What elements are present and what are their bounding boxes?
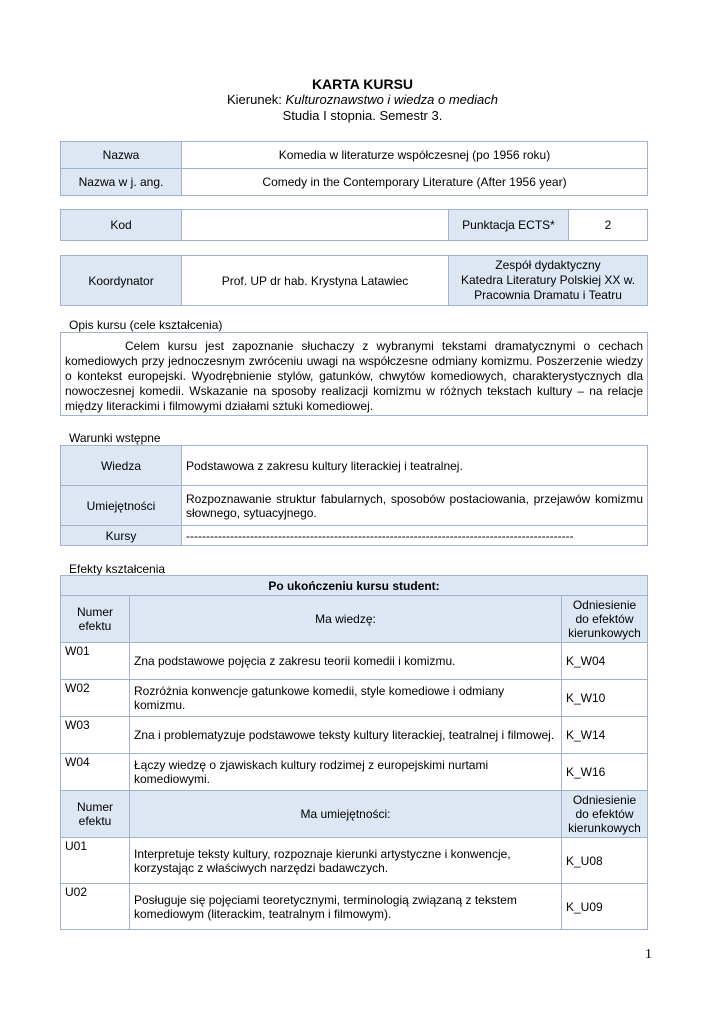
kierunek-line [0, 92, 725, 108]
table-row [61, 643, 648, 680]
effect-number: W01 [61, 643, 130, 680]
efekty-caption: Efekty kształcenia [69, 562, 166, 576]
name-row [61, 142, 648, 169]
efekty-wiedza-header-row [61, 596, 648, 643]
teaching-team-line2: Pracownia Dramatu i Teatru [474, 288, 622, 302]
code-table [60, 209, 648, 241]
effect-ref: K_W14 [562, 717, 648, 754]
ects-value: 2 [569, 210, 648, 241]
effect-number: W02 [61, 680, 130, 717]
odn-header: Odniesienie do efektów kierunkowych [562, 596, 648, 643]
effect-text: Łączy wiedzę o zjawiskach kultury rodzimej z europejskimi nurtami komediowymi. [130, 754, 562, 791]
table-row [61, 717, 648, 754]
opis-text: Celem kursu jest zapoznanie słuchaczy z wybranymi tekstami dramatycznymi o cechach komediowych przy jednoczesnym zwróceniu uwagi na współczesne odmiany komizmu. Poszerzenie wiedzy o kontekst europejski. Wyodrębnienie stylów, gatunków, chwytów komediowych, charakterystycznych dla nowoczesnej komedii. Wskazanie na sposoby realizacji komizmu w różnych tekstach kultury – na relacje między literackimi i filmowymi działami sztuki komediowej. [65, 339, 643, 413]
name-label: Nazwa [61, 142, 182, 169]
name-value: Komedia w literaturze współczesnej (po 1956 roku) [182, 142, 648, 169]
effect-text: Zna i problematyzuje podstawowe teksty kultury literackiej, teatralnej i filmowej. [130, 717, 562, 754]
efekty-heading: Po ukończeniu kursu student: [61, 576, 648, 596]
name-eng-label: Nazwa w j. ang. [61, 169, 182, 196]
name-eng-row [61, 169, 648, 196]
effect-number: U02 [61, 884, 130, 930]
coordinator-row [61, 256, 648, 306]
opis-caption: Opis kursu (cele kształcenia) [69, 318, 223, 332]
warunki-row [61, 526, 648, 546]
efekty-umiejetnosci-header-row [61, 791, 648, 838]
name-eng-value: Comedy in the Contemporary Literature (After 1956 year) [182, 169, 648, 196]
table-row [61, 838, 648, 884]
warunki-row [61, 486, 648, 526]
warunki-wiedza-value: Podstawowa z zakresu kultury literackiej i teatralnej. [182, 446, 648, 486]
coordinator-label: Koordynator [61, 256, 182, 306]
effect-ref: K_U08 [562, 838, 648, 884]
umiejetnosci-header: Ma umiejętności: [130, 791, 562, 838]
effect-text: Interpretuje teksty kultury, rozpoznaje kierunki artystyczne i konwencje, korzystając z właściwych narzędzi badawczych. [130, 838, 562, 884]
code-value [182, 210, 449, 241]
warunki-kursy-value: ------------------------------------------------------------------------------------------------- [182, 526, 648, 546]
effect-ref: K_W04 [562, 643, 648, 680]
efekty-heading-row [61, 576, 648, 596]
warunki-caption: Warunki wstępne [69, 431, 161, 445]
name-table [60, 141, 648, 196]
coordinator-value: Prof. UP dr hab. Krystyna Latawiec [182, 256, 449, 306]
odn-header: Odniesienie do efektów kierunkowych [562, 791, 648, 838]
warunki-umiejetnosci-value: Rozpoznawanie struktur fabularnych, sposobów postaciowania, przejawów komizmu słownego, sytuacyjnego. [182, 486, 648, 526]
document-title: KARTA KURSU [311, 76, 414, 92]
table-row [61, 680, 648, 717]
warunki-kursy-label: Kursy [61, 526, 182, 546]
document-header [0, 76, 725, 124]
effect-number: W03 [61, 717, 130, 754]
teaching-team-label: Zespół dydaktyczny [495, 258, 601, 272]
num-header: Numer efektu [61, 596, 130, 643]
page-number: 1 [645, 947, 652, 962]
teaching-team-line1: Katedra Literatury Polskiej XX w. [460, 273, 636, 287]
warunki-table [60, 445, 648, 546]
warunki-umiejetnosci-label: Umiejętności [61, 486, 182, 526]
teaching-team-cell [449, 256, 648, 306]
opis-box [60, 332, 648, 416]
effect-text: Rozróżnia konwencje gatunkowe komedii, style komediowe i odmiany komizmu. [130, 680, 562, 717]
effect-ref: K_W16 [562, 754, 648, 791]
ects-label: Punktacja ECTS* [449, 210, 569, 241]
effect-ref: K_U09 [562, 884, 648, 930]
table-row [61, 754, 648, 791]
efekty-table [60, 575, 648, 930]
effect-text: Zna podstawowe pojęcia z zakresu teorii komedii i komizmu. [130, 643, 562, 680]
num-header: Numer efektu [61, 791, 130, 838]
effect-number: U01 [61, 838, 130, 884]
code-row [61, 210, 648, 241]
wiedza-header: Ma wiedzę: [130, 596, 562, 643]
effect-ref: K_W10 [562, 680, 648, 717]
coordinator-table [60, 255, 648, 306]
studia-line: Studia I stopnia. Semestr 3. [282, 108, 443, 123]
warunki-row [61, 446, 648, 486]
kierunek-value: Kulturoznawstwo i wiedza o mediach [285, 92, 498, 107]
kierunek-label: Kierunek: [227, 92, 286, 107]
effect-text: Posługuje się pojęciami teoretycznymi, terminologią związaną z tekstem komediowym (literackim, teatralnym i filmowym). [130, 884, 562, 930]
code-label: Kod [61, 210, 182, 241]
warunki-wiedza-label: Wiedza [61, 446, 182, 486]
effect-number: W04 [61, 754, 130, 791]
table-row [61, 884, 648, 930]
